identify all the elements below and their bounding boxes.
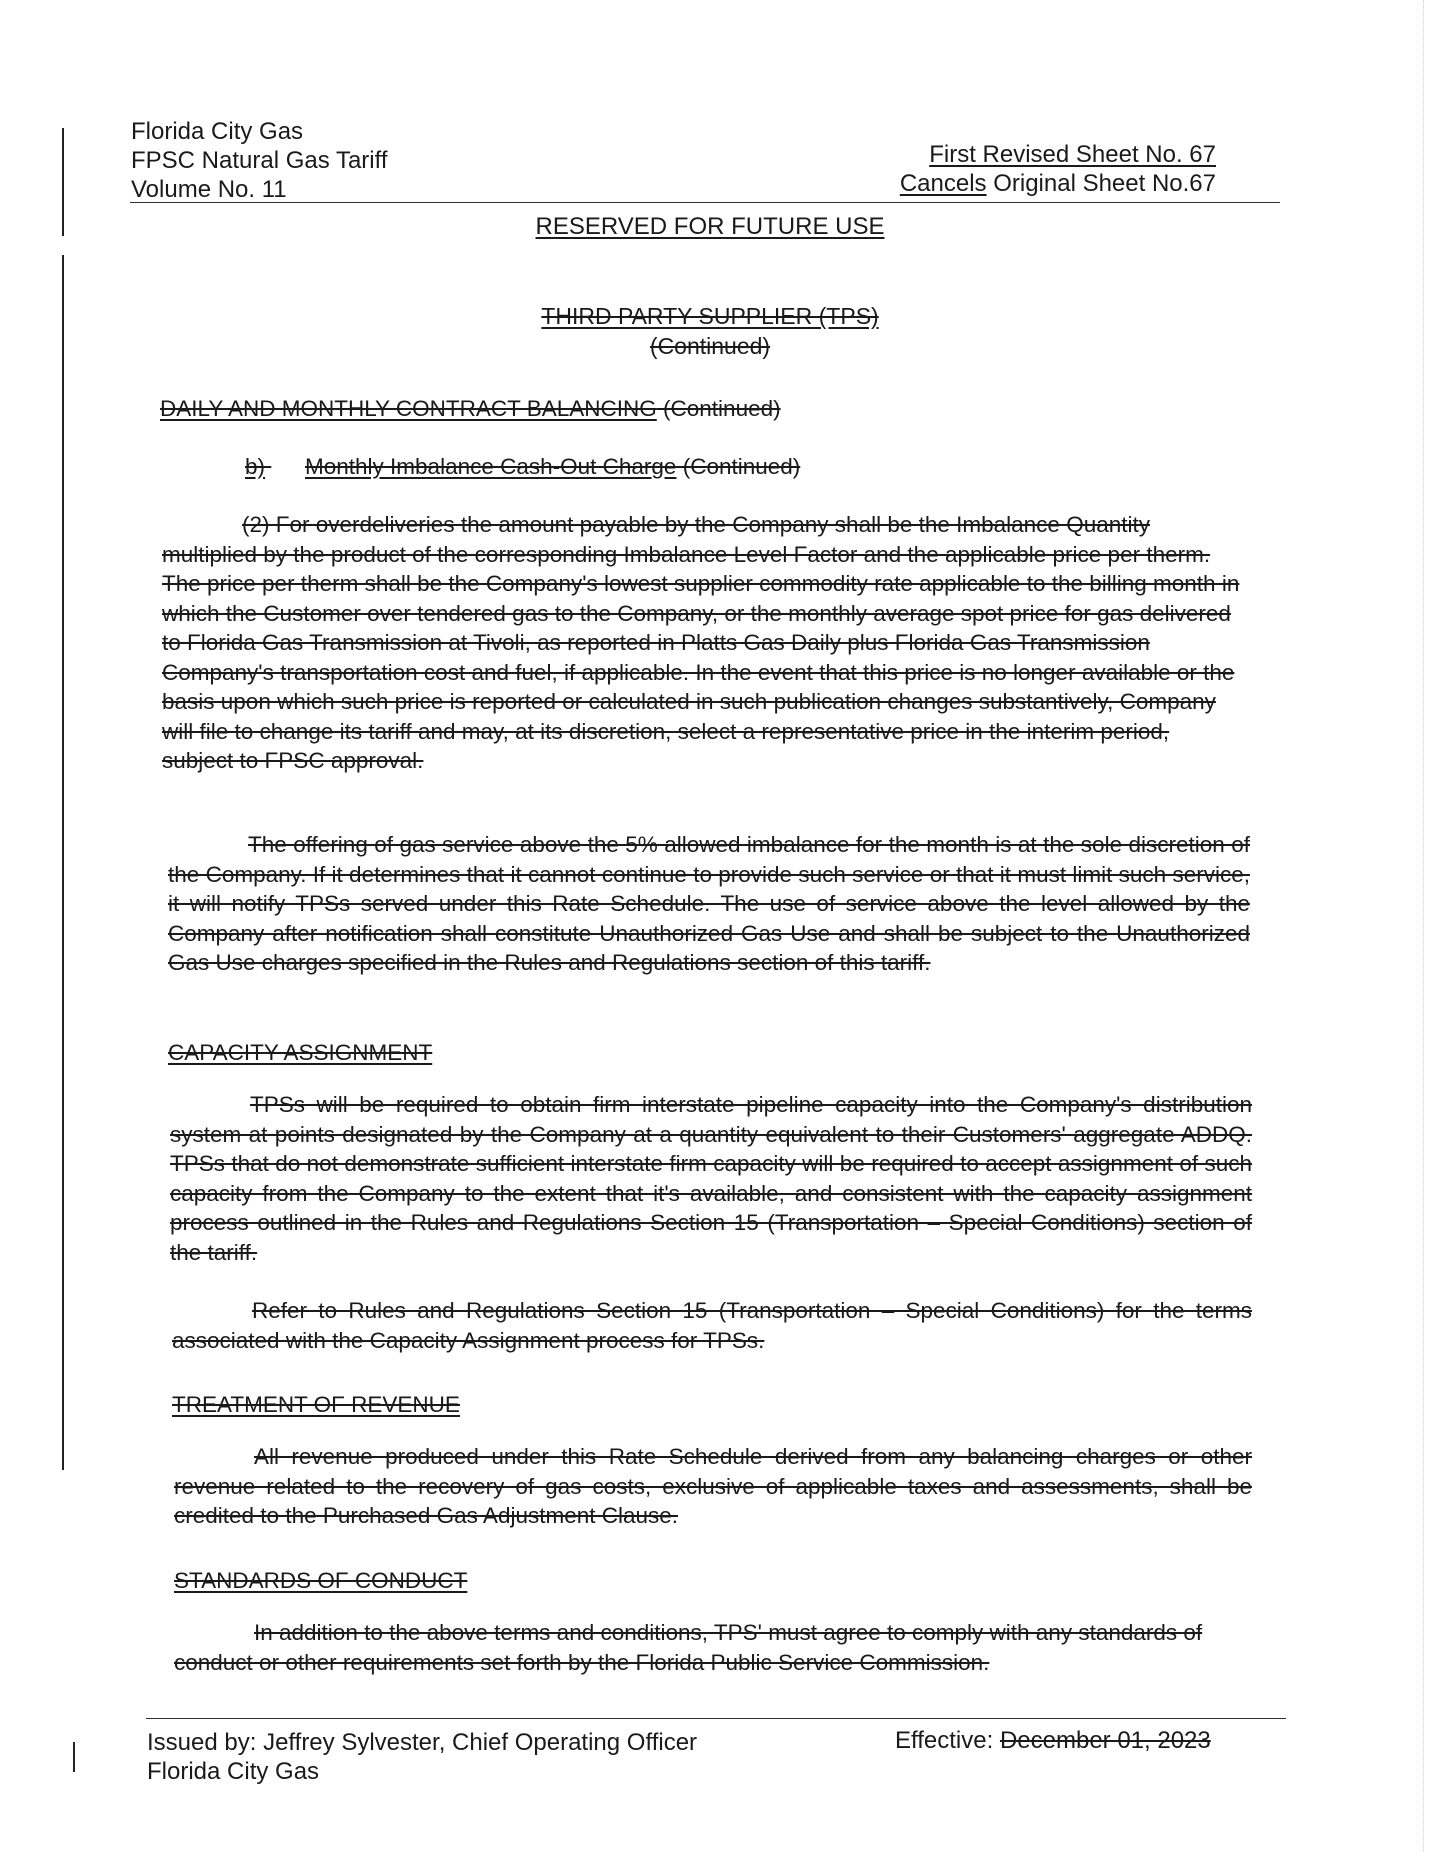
revision-bar-main bbox=[62, 255, 64, 1470]
footer-company: Florida City Gas bbox=[147, 1758, 320, 1785]
cashout-suffix: (Continued) bbox=[676, 454, 801, 479]
revenue-heading: TREATMENT OF REVENUE bbox=[172, 1392, 460, 1417]
footer-rule bbox=[146, 1718, 1286, 1719]
cashout-subheading-line bbox=[245, 454, 800, 480]
imbalance-offering-text: The offering of gas service above the 5% allowed imbalance for the month is at the sole discretion of the Company. If it determines that it cannot continue to provide such service or that it must limit such service, it will notify TPSs served under this Rate Schedule. The use of service above the level allowed by the Company after notification shall constitute Unauthorized Gas Use and shall be subject to the Unauthorized Gas Use charges specified in the Rules and Regulations section of this tariff. bbox=[168, 832, 1250, 975]
header-company: Florida City Gas bbox=[131, 118, 304, 145]
balancing-heading: DAILY AND MONTHLY CONTRACT BALANCING bbox=[160, 396, 657, 421]
document-title: THIRD PARTY SUPPLIER (TPS) bbox=[541, 303, 879, 329]
cashout-letter: b) bbox=[245, 454, 266, 479]
effective-date: December 01, 2023 bbox=[999, 1727, 1211, 1754]
document-title-continued: (Continued) bbox=[649, 333, 771, 359]
header-right bbox=[880, 140, 1216, 198]
overdeliveries-paragraph bbox=[162, 510, 1242, 776]
capacity-paragraph bbox=[170, 1090, 1252, 1267]
footer-issued bbox=[147, 1728, 697, 1786]
overdeliveries-text: (2) For overdeliveries the amount payable by the Company shall be the Imbalance Quantity multiplied by the product of the corresponding Imbalance Level Factor and the applicable price per therm. The price per therm shall be the Company's lowest supplier commodity rate applicable to the billing month in which the Customer over tendered gas to the Company, or the monthly average spot price for gas delivered to Florida Gas Transmission at Tivoli, as reported in Platts Gas Daily plus Florida Gas Transmission Company's transportation cost and fuel, if applicable. In the event that this price is no longer available or the basis upon which such price is reported or calculated in such publication changes substantively, Company will file to change its tariff and may, at its discretion, select a representative price in the interim period, subject to FPSC approval. bbox=[162, 512, 1240, 773]
header-volume: Volume No. 11 bbox=[131, 176, 287, 203]
sheet-number: First Revised Sheet No. 67 bbox=[929, 141, 1216, 168]
reserved-title: RESERVED FOR FUTURE USE bbox=[535, 213, 885, 240]
cancels-word: Cancels bbox=[899, 170, 987, 197]
revenue-text: All revenue produced under this Rate Schedule derived from any balancing charges or other revenue related to the recovery of gas costs, exclusive of applicable taxes and assessments, shall be credited to the Purchased Gas Adjustment Clause. bbox=[174, 1444, 1252, 1528]
balancing-heading-line bbox=[160, 396, 781, 422]
header-rule bbox=[130, 202, 1280, 203]
capacity-heading: CAPACITY ASSIGNMENT bbox=[168, 1040, 433, 1065]
conduct-paragraph bbox=[174, 1618, 1234, 1677]
capacity-refer-text: Refer to Rules and Regulations Section 15 (Transportation – Special Conditions) for the terms associated with the Capacity Assignment process for TPSs. bbox=[172, 1298, 1252, 1353]
effective-label: Effective: bbox=[895, 1727, 1000, 1754]
cancels-rest: Original Sheet No.67 bbox=[986, 170, 1216, 197]
balancing-heading-suffix: (Continued) bbox=[656, 396, 781, 421]
cashout-title: Monthly Imbalance Cash-Out Charge bbox=[305, 454, 677, 479]
conduct-text: In addition to the above terms and conditions, TPS' must agree to comply with any standards of conduct or other requirements set forth by the Florida Public Service Commission. bbox=[174, 1620, 1203, 1675]
header-tariff: FPSC Natural Gas Tariff bbox=[131, 147, 388, 174]
capacity-text: TPSs will be required to obtain firm interstate pipeline capacity into the Company's distribution system at points designated by the Company at a quantity equivalent to their Customers' aggregate ADDQ. TPSs that do not demonstrate sufficient interstate firm capacity will be required to accept assignment of such capacity from the Company to the extent that it's available, and consistent with the capacity assignment process outlined in the Rules and Regulations Section 15 (Transportation – Special Conditions) section of the tariff. bbox=[170, 1092, 1252, 1265]
conduct-heading: STANDARDS OF CONDUCT bbox=[174, 1568, 468, 1593]
imbalance-offering-paragraph bbox=[168, 830, 1250, 978]
revision-bar-top bbox=[62, 128, 64, 236]
issued-by: Issued by: Jeffrey Sylvester, Chief Operating Officer bbox=[147, 1729, 698, 1756]
revision-bar-footer bbox=[73, 1742, 75, 1772]
footer-effective bbox=[895, 1726, 1211, 1755]
revenue-paragraph bbox=[174, 1442, 1252, 1531]
header-left bbox=[131, 117, 388, 204]
capacity-refer-paragraph bbox=[172, 1296, 1252, 1355]
cancels-line bbox=[880, 169, 1216, 198]
scan-edge bbox=[1423, 0, 1425, 1852]
